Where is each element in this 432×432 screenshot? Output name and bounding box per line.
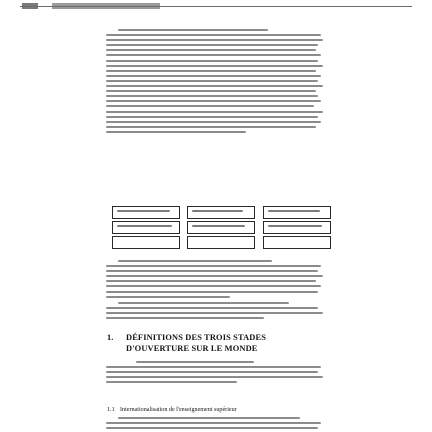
text-line xyxy=(106,280,316,282)
text-line xyxy=(118,260,272,262)
section-heading-line-1: DÉFINITIONS DES TROIS STADES xyxy=(126,333,267,342)
text-line xyxy=(106,265,321,267)
body-paragraph-2 xyxy=(106,260,332,301)
text-line xyxy=(106,131,246,133)
text-line xyxy=(106,422,321,424)
body-paragraph-3 xyxy=(106,302,332,322)
text-line xyxy=(118,302,289,304)
running-header xyxy=(0,0,432,14)
text-line xyxy=(106,105,314,107)
text-line xyxy=(106,39,323,41)
text-line xyxy=(106,44,318,46)
text-line xyxy=(106,381,237,383)
text-line xyxy=(118,29,268,31)
text-line xyxy=(106,296,230,298)
text-line xyxy=(118,417,300,419)
diagram-cell xyxy=(112,236,180,249)
text-line xyxy=(106,312,323,314)
text-line xyxy=(106,65,323,67)
diagram-cell xyxy=(112,206,180,219)
text-line xyxy=(106,75,321,77)
text-line xyxy=(106,291,318,293)
text-line xyxy=(106,317,264,319)
text-line xyxy=(106,126,316,128)
text-line xyxy=(136,361,254,363)
body-paragraph-5 xyxy=(106,417,332,432)
text-line xyxy=(106,85,323,87)
header-rule xyxy=(20,6,412,7)
diagram-cell xyxy=(187,206,255,219)
section-heading xyxy=(126,332,356,354)
subsection-heading xyxy=(107,406,347,414)
diagram-row-top xyxy=(112,206,331,219)
section-heading-line-2: D'OUVERTURE SUR LE MONDE xyxy=(126,344,258,353)
text-line xyxy=(106,270,318,272)
diagram xyxy=(112,206,331,250)
diagram-cell xyxy=(263,206,331,219)
text-line xyxy=(106,116,318,118)
diagram-cell xyxy=(187,221,255,234)
text-line xyxy=(106,95,318,97)
text-line xyxy=(106,70,316,72)
diagram-cell xyxy=(263,221,331,234)
text-line xyxy=(106,275,323,277)
subsection-number: 1.1 xyxy=(107,407,115,413)
subsection-title: Internationalisation de l'enseignement supérieur xyxy=(120,407,237,413)
text-line xyxy=(106,376,323,378)
text-line xyxy=(106,34,321,36)
body-paragraph-4 xyxy=(106,361,332,386)
text-line xyxy=(106,307,318,309)
text-line xyxy=(106,60,318,62)
diagram-cell xyxy=(263,236,331,249)
body-paragraph-1 xyxy=(106,29,332,136)
diagram-cell xyxy=(112,221,180,234)
text-line xyxy=(106,49,316,51)
text-line xyxy=(106,366,321,368)
text-line xyxy=(106,54,321,56)
text-line xyxy=(106,285,321,287)
section-number: 1. xyxy=(107,333,114,342)
text-line xyxy=(106,371,318,373)
text-line xyxy=(106,427,318,429)
text-line xyxy=(106,111,323,113)
diagram-row-bottom xyxy=(112,236,331,249)
diagram-cell xyxy=(187,236,255,249)
text-line xyxy=(106,100,321,102)
text-line xyxy=(106,121,321,123)
diagram-row-middle xyxy=(112,221,331,234)
text-line xyxy=(106,90,316,92)
text-line xyxy=(106,80,318,82)
